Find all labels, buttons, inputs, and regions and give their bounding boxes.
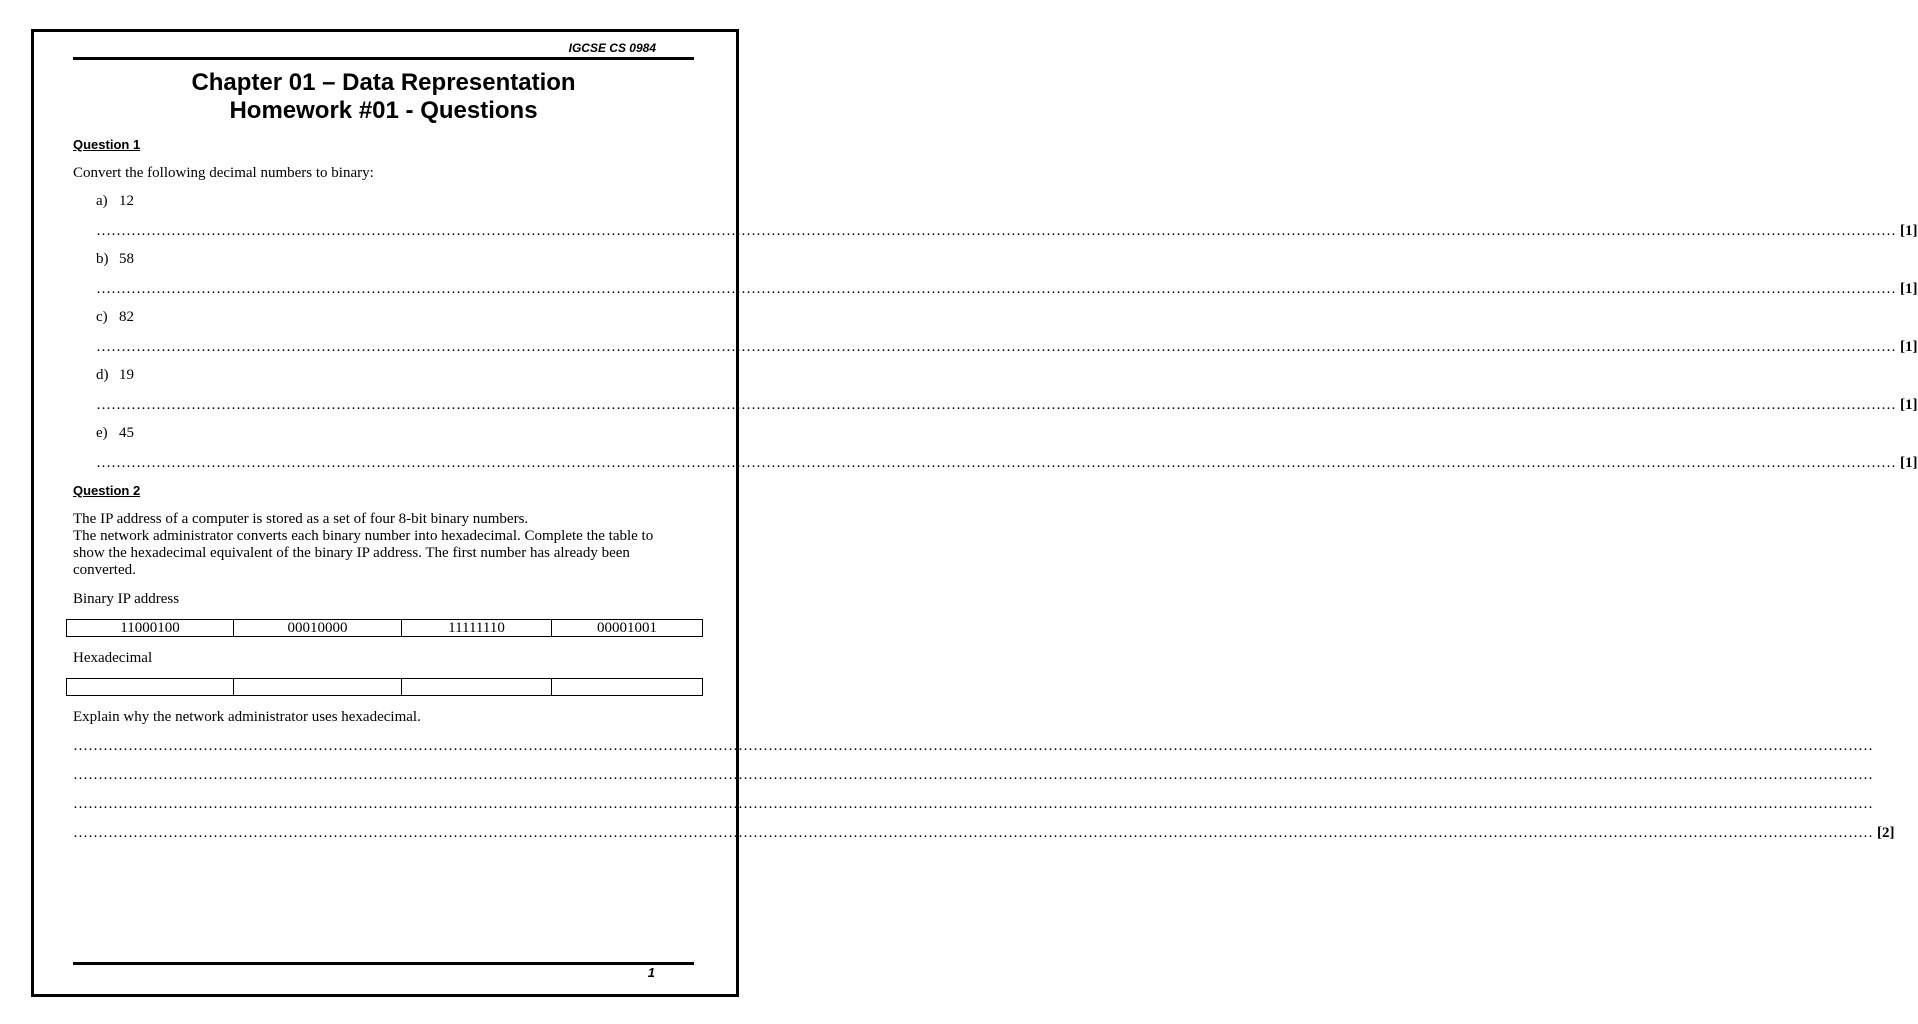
explain-prompt: Explain why the network administrator uses hexadecimal. [73,709,421,725]
hex-input-cell[interactable] [552,679,703,696]
binary-ip-table [66,619,703,637]
header-rule [73,57,694,60]
marks-label: [1] [1900,281,1918,297]
explain-answer-line-2[interactable] [73,766,1873,784]
q1-item-e: e) 45 [96,425,134,441]
binary-cell: 11111110 [402,620,552,637]
answer-dots: ……………………………………………………………………………………………………………………………………………………………………………………………………………………………………………………………………………………………………………………………… [96,223,1896,239]
hexadecimal-table [66,678,703,696]
page-subtitle: Homework #01 - Questions [229,97,538,124]
q1-item-a: a) 12 [96,193,134,209]
binary-cell: 00001001 [552,620,703,637]
answer-dots: ……………………………………………………………………………………………………………………………………………………………………………………………………………………………………………………………………………………………………………………………… [96,281,1896,297]
answer-dots: ……………………………………………………………………………………………………………………………………………………………………………………………………………………………………………………………………………………………………………………………… [73,796,1873,812]
q1-answer-line-c[interactable] [96,338,1918,356]
hexadecimal-label: Hexadecimal [73,650,153,666]
binary-ip-label: Binary IP address [73,591,180,607]
answer-dots: ……………………………………………………………………………………………………………………………………………………………………………………………………………………………………………………………………………………………………………………………… [73,825,1873,841]
marks-label: [1] [1900,223,1918,239]
q1-answer-line-a[interactable] [96,222,1918,240]
hex-input-cell[interactable] [234,679,402,696]
explain-answer-line-3[interactable] [73,795,1873,813]
course-code: IGCSE CS 0984 [568,41,656,55]
q1-answer-line-d[interactable] [96,396,1918,414]
explain-answer-line-4[interactable] [73,824,1895,842]
q1-answer-line-b[interactable] [96,280,1918,298]
footer-rule [73,962,694,965]
answer-dots: ……………………………………………………………………………………………………………………………………………………………………………………………………………………………………………………………………………………………………………………………… [73,767,1873,783]
marks-label: [1] [1900,339,1918,355]
binary-cell: 11000100 [67,620,234,637]
marks-label: [2] [1877,825,1895,841]
q1-answer-line-e[interactable] [96,454,1918,472]
question-2-paragraph: The IP address of a computer is stored as a set of four 8-bit binary numbers. The network administrator converts each binary number into hexadecimal. Complete the table to show the hexadecimal equivalent of the binary IP address. The first number has already been converted. [73,511,654,578]
answer-dots: ……………………………………………………………………………………………………………………………………………………………………………………………………………………………………………………………………………………………………………………………… [96,455,1896,471]
hex-input-cell[interactable] [402,679,552,696]
marks-label: [1] [1900,455,1918,471]
q1-item-d: d) 19 [96,367,134,383]
question-2-heading: Question 2 [73,483,141,498]
binary-cell: 00010000 [234,620,402,637]
answer-dots: ……………………………………………………………………………………………………………………………………………………………………………………………………………………………………………………………………………………………………………………………… [73,738,1873,754]
answer-dots: ……………………………………………………………………………………………………………………………………………………………………………………………………………………………………………………………………………………………………………………………… [96,339,1896,355]
page-title: Chapter 01 – Data Representation [191,69,576,96]
answer-dots: ……………………………………………………………………………………………………………………………………………………………………………………………………………………………………………………………………………………………………………………………… [96,397,1896,413]
question-1-prompt: Convert the following decimal numbers to binary: [73,165,374,181]
page-number: 1 [647,965,655,980]
q1-item-b: b) 58 [96,251,134,267]
question-1-heading: Question 1 [73,137,141,152]
q1-item-c: c) 82 [96,309,134,325]
explain-answer-line-1[interactable] [73,737,1873,755]
hex-input-cell[interactable] [67,679,234,696]
marks-label: [1] [1900,397,1918,413]
